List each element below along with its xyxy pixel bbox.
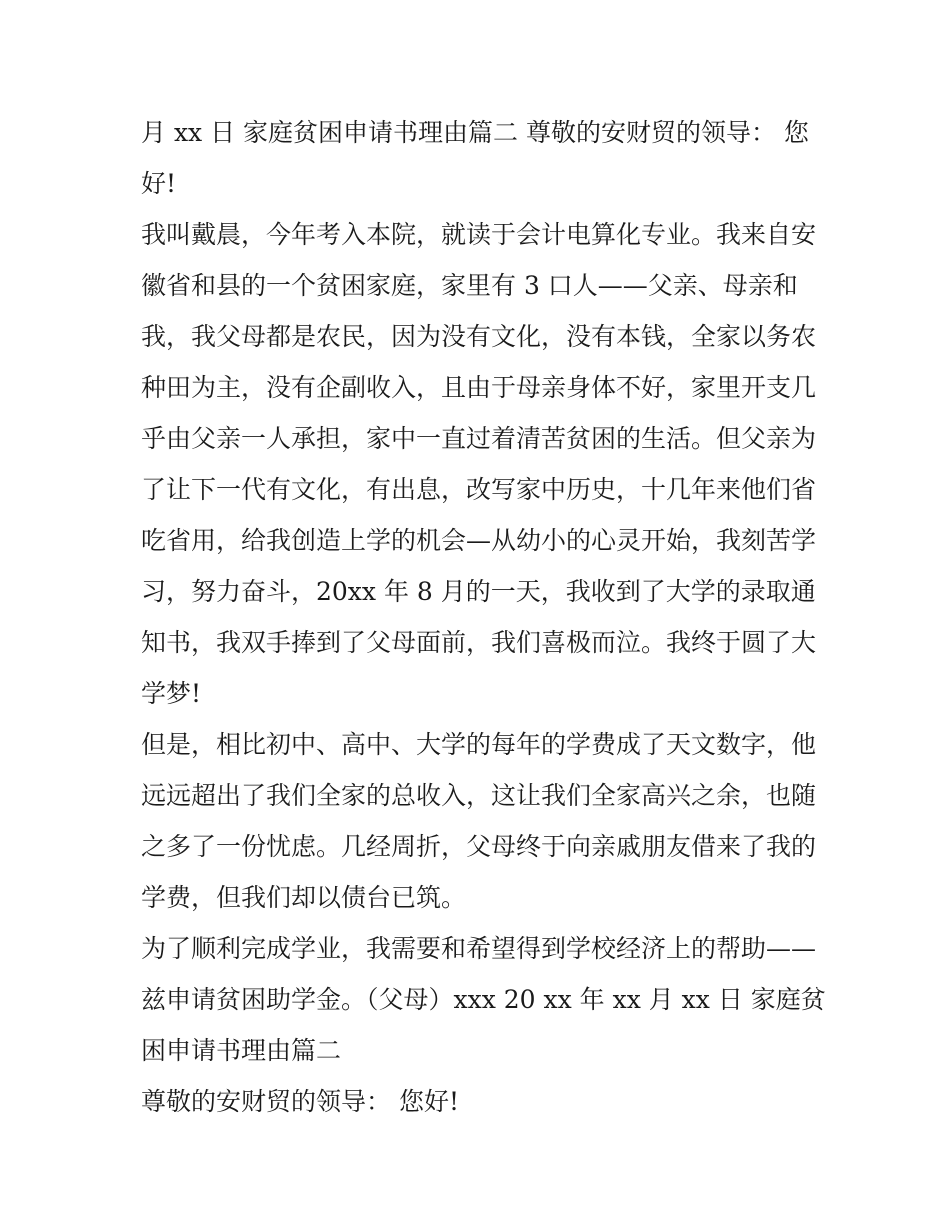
text-line: 月 xx 日 家庭贫困申请书理由篇二 尊敬的安财贸的领导： 您 bbox=[141, 118, 809, 147]
text-line: 学费，但我们却以债台已筑。 bbox=[141, 883, 467, 912]
text-line: 我，我父母都是农民，因为没有文化，没有本钱，全家以务农 bbox=[141, 322, 817, 351]
text-line: 知书，我双手捧到了父母面前，我们喜极而泣。我终于圆了大 bbox=[141, 628, 817, 657]
text-line: 远远超出了我们全家的总收入，这让我们全家高兴之余，也随 bbox=[141, 781, 817, 810]
text-line: 种田为主，没有企副收入，且由于母亲身体不好，家里开支几 bbox=[141, 373, 817, 402]
text-line: 学梦! bbox=[141, 679, 202, 708]
text-line: 乎由父亲一人承担，家中一直过着清苦贫困的生活。但父亲为 bbox=[141, 424, 817, 453]
text-line: 吃省用，给我创造上学的机会—从幼小的心灵开始，我刻苦学 bbox=[141, 526, 817, 555]
text-line: 好! bbox=[141, 169, 177, 198]
text-line: 习，努力奋斗，20xx 年 8 月的一天，我收到了大学的录取通 bbox=[141, 577, 816, 606]
document-body bbox=[141, 107, 826, 1127]
text-line: 为了顺利完成学业，我需要和希望得到学校经济上的帮助—— bbox=[141, 934, 817, 963]
text-line: 之多了一份忧虑。几经周折，父母终于向亲戚朋友借来了我的 bbox=[141, 832, 817, 861]
text-line: 尊敬的安财贸的领导： 您好! bbox=[141, 1087, 459, 1116]
text-line: 兹申请贫困助学金。（父母）xxx 20 xx 年 xx 月 xx 日 家庭贫 bbox=[141, 985, 826, 1014]
text-line: 了让下一代有文化，有出息，改写家中历史，十几年来他们省 bbox=[141, 475, 817, 504]
text-line: 徽省和县的一个贫困家庭，家里有 3 口人——父亲、母亲和 bbox=[141, 271, 798, 300]
text-line: 我叫戴晨，今年考入本院，就读于会计电算化专业。我来自安 bbox=[141, 220, 817, 249]
text-line: 但是，相比初中、高中、大学的每年的学费成了天文数字，他 bbox=[141, 730, 817, 759]
text-line: 困申请书理由篇二 bbox=[141, 1036, 342, 1065]
